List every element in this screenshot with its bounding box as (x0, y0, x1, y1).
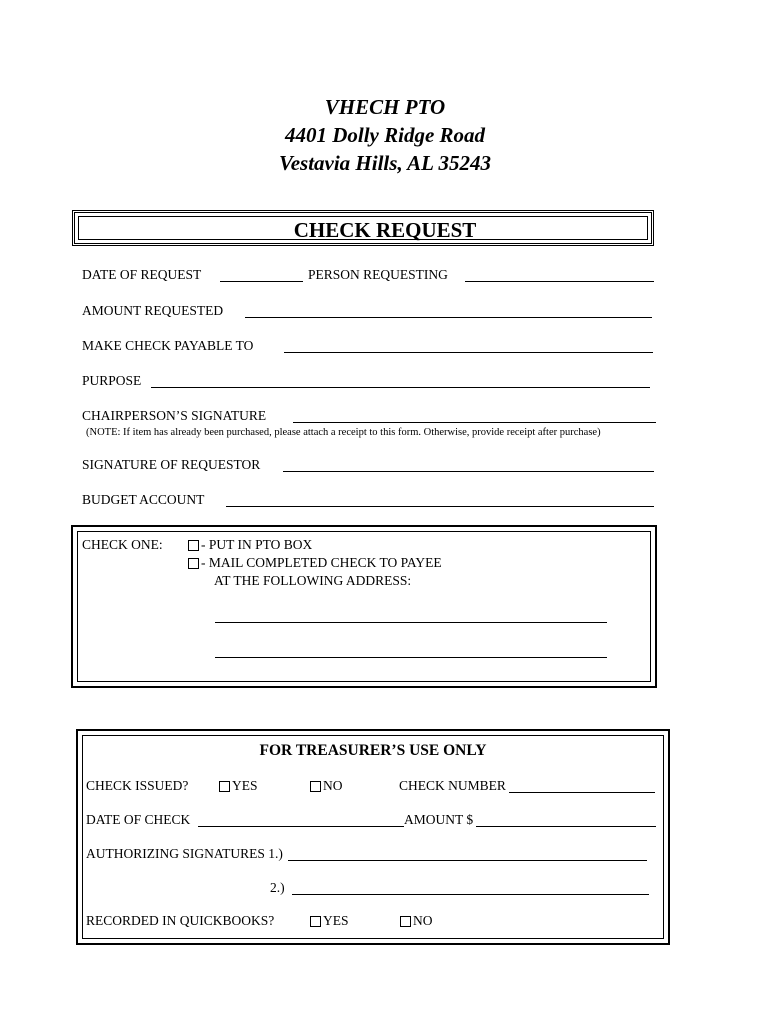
city-state-zip: Vestavia Hills, AL 35243 (279, 151, 491, 175)
make-check-payable-field[interactable] (284, 352, 653, 353)
requestor-signature-label: SIGNATURE OF REQUESTOR (82, 457, 261, 472)
requestor-signature-field[interactable] (283, 471, 654, 472)
amount-field[interactable] (476, 826, 656, 827)
budget-account-label: BUDGET ACCOUNT (82, 492, 205, 507)
check-issued-label: CHECK ISSUED? (86, 778, 189, 793)
check-issued-no-checkbox[interactable] (310, 781, 321, 792)
address-line-2[interactable] (215, 657, 607, 658)
person-requesting-label: PERSON REQUESTING (308, 267, 448, 282)
amount-label: AMOUNT $ (404, 812, 474, 827)
purpose-field[interactable] (151, 387, 650, 388)
treasurer-title: FOR TREASURER’S USE ONLY (259, 742, 487, 759)
quickbooks-no-label: NO (413, 913, 433, 928)
address-line-1[interactable] (215, 622, 607, 623)
budget-account-field[interactable] (226, 506, 654, 507)
pto-box-checkbox[interactable] (188, 540, 199, 551)
authorizing-signature-1-field[interactable] (288, 860, 647, 861)
authorizing-signature-2-label: 2.) (270, 880, 285, 895)
check-issued-yes-label: YES (232, 778, 258, 793)
chair-signature-field[interactable] (293, 422, 656, 423)
authorizing-signature-label: AUTHORIZING SIGNATURES 1.) (86, 846, 283, 861)
chair-signature-label: CHAIRPERSON’S SIGNATURE (82, 408, 267, 423)
address-label: AT THE FOLLOWING ADDRESS: (214, 573, 412, 588)
amount-requested-field[interactable] (245, 317, 652, 318)
make-check-payable-label: MAKE CHECK PAYABLE TO (82, 338, 254, 353)
receipt-note: (NOTE: If item has already been purchased, please attach a receipt to this form. Otherwise, provide receipt after purchase) (86, 427, 601, 438)
purpose-label: PURPOSE (82, 373, 142, 388)
org-name: VHECH PTO (324, 95, 446, 119)
pto-box-option: - PUT IN PTO BOX (201, 537, 313, 552)
check-number-label: CHECK NUMBER (399, 778, 506, 793)
check-issued-yes-checkbox[interactable] (219, 781, 230, 792)
mail-check-option: - MAIL COMPLETED CHECK TO PAYEE (201, 555, 442, 570)
quickbooks-yes-label: YES (323, 913, 349, 928)
date-of-check-label: DATE OF CHECK (86, 812, 191, 827)
quickbooks-no-checkbox[interactable] (400, 916, 411, 927)
quickbooks-yes-checkbox[interactable] (310, 916, 321, 927)
amount-requested-label: AMOUNT REQUESTED (82, 303, 224, 318)
check-issued-no-label: NO (323, 778, 343, 793)
form-title: CHECK REQUEST (293, 218, 477, 242)
street-address: 4401 Dolly Ridge Road (284, 123, 486, 147)
check-number-field[interactable] (509, 792, 655, 793)
authorizing-signature-2-field[interactable] (292, 894, 649, 895)
date-of-request-label: DATE OF REQUEST (82, 267, 202, 282)
recorded-quickbooks-label: RECORDED IN QUICKBOOKS? (86, 913, 275, 928)
date-of-request-field[interactable] (220, 281, 303, 282)
check-one-label: CHECK ONE: (82, 537, 163, 552)
mail-check-checkbox[interactable] (188, 558, 199, 569)
person-requesting-field[interactable] (465, 281, 654, 282)
date-of-check-field[interactable] (198, 826, 404, 827)
